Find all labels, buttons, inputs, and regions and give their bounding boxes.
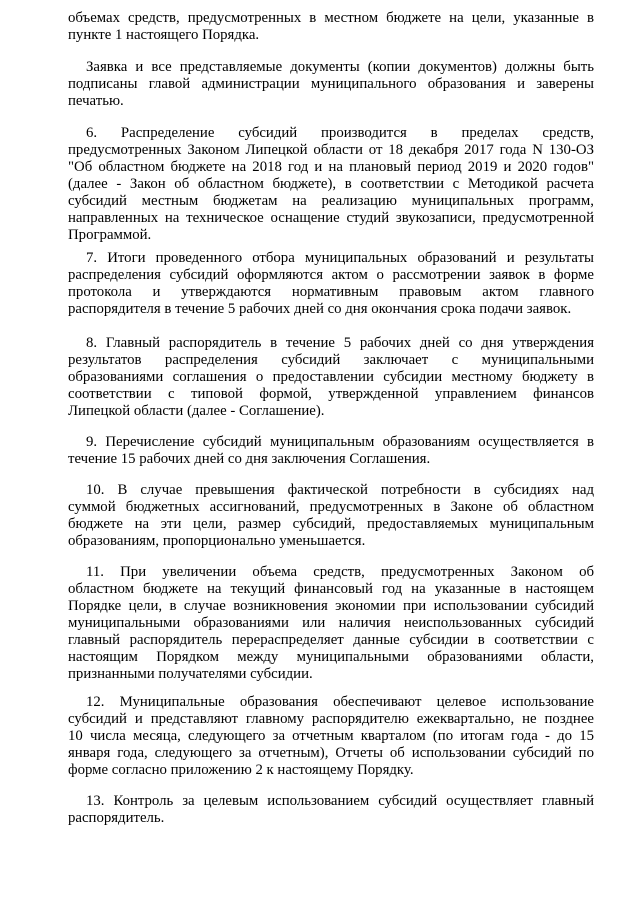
text-line: Липецкой области (далее - Соглашение). <box>68 403 325 419</box>
text-line: распорядитель. <box>68 810 165 826</box>
text-line: предусмотренных Законом Липецкой области от 18 декабря 2017 года N 130-ОЗ <box>68 142 594 158</box>
text-line: течение 15 рабочих дней со дня заключения Соглашения. <box>68 451 431 467</box>
text-line: печатью. <box>68 93 124 109</box>
text-line: 10. В случае превышения фактической потребности в субсидиях над <box>86 482 594 498</box>
text-line: субсидий местным бюджетам на реализацию муниципальных программ, <box>68 193 594 209</box>
text-line: 7. Итоги проведенного отбора муниципальных образований и результаты <box>86 250 594 266</box>
paragraph-item-9 <box>68 434 594 468</box>
text-line: муниципальными образованиями или наличия неиспользованных субсидий <box>68 615 594 631</box>
text-line: 9. Перечисление субсидий муниципальным образованиям осуществляется в <box>86 434 594 450</box>
text-line: января года, следующего за отчетным), Отчеты об использовании субсидий по <box>68 745 594 761</box>
paragraph-item-6 <box>68 125 594 244</box>
text-line: направленных на техническое оснащение студий звукозаписи, предусмотренной <box>68 210 594 226</box>
paragraph-item-12 <box>68 694 594 779</box>
text-line: главный распорядитель перераспределяет данные субсидии в соответствии с <box>68 632 594 648</box>
text-line: пункте 1 настоящего Порядка. <box>68 27 260 43</box>
text-line: подписаны главой администрации муниципального образования и заверены <box>68 76 594 92</box>
paragraph-signature-requirement <box>68 59 594 110</box>
text-line: областном бюджете на текущий финансовый год на указанные в настоящем <box>68 581 594 597</box>
text-line: объемах средств, предусмотренных в местном бюджете на цели, указанные в <box>68 10 594 26</box>
text-line: 8. Главный распорядитель в течение 5 рабочих дней со дня утверждения <box>86 335 594 351</box>
text-line: распорядителя в течение 5 рабочих дней со дня окончания срока подачи заявок. <box>68 301 572 317</box>
text-line: образованиями соглашения о предоставлении субсидии местному бюджету в <box>68 369 594 385</box>
text-line: результатов распределения субсидий заключает с муниципальными <box>68 352 594 368</box>
text-line: Порядке цели, в случае возникновения экономии при использовании субсидий <box>68 598 594 614</box>
paragraph-item-8 <box>68 335 594 420</box>
text-line: настоящим Порядком между муниципальными образованиями области, <box>68 649 594 665</box>
paragraph-item-10 <box>68 482 594 550</box>
text-line: 6. Распределение субсидий производится в пределах средств, <box>86 125 594 141</box>
paragraph-item-7 <box>68 250 594 318</box>
paragraph-item-11 <box>68 564 594 683</box>
text-line: форме согласно приложению 2 к настоящему Порядку. <box>68 762 414 778</box>
text-line: признанными получателями субсидии. <box>68 666 313 682</box>
text-line: 13. Контроль за целевым использованием субсидий осуществляет главный <box>86 793 594 809</box>
text-line: Программой. <box>68 227 152 243</box>
text-line: образованиям, пропорционально уменьшается. <box>68 533 366 549</box>
text-line: 12. Муниципальные образования обеспечивают целевое использование <box>86 694 594 710</box>
text-line: 11. При увеличении объема средств, предусмотренных Законом об <box>86 564 594 580</box>
text-line: суммой бюджетных ассигнований, предусмотренных в Законе об областном <box>68 499 594 515</box>
text-line: Заявка и все представляемые документы (копии документов) должны быть <box>86 59 594 75</box>
paragraph-item-13 <box>68 793 594 827</box>
text-line: распределения субсидий оформляются актом о рассмотрении заявок в форме <box>68 267 594 283</box>
text-line: соответствии с типовой формой, утвержденной управлением финансов <box>68 386 594 402</box>
text-line: 10 числа месяца, следующего за отчетным кварталом (по итогам года - до 15 <box>68 728 594 744</box>
text-line: протокола и утверждаются нормативным правовым актом главного <box>68 284 594 300</box>
text-line: бюджете на эти цели, размер субсидий, предоставляемых муниципальным <box>68 516 594 532</box>
paragraph-continuation <box>68 10 594 44</box>
text-line: (далее - Закон об областном бюджете), в соответствии с Методикой расчета <box>68 176 594 192</box>
text-line: "Об областном бюджете на 2018 год и на плановый период 2019 и 2020 годов" <box>68 159 594 175</box>
text-line: субсидий и представляют главному распорядителю ежеквартально, не позднее <box>68 711 594 727</box>
